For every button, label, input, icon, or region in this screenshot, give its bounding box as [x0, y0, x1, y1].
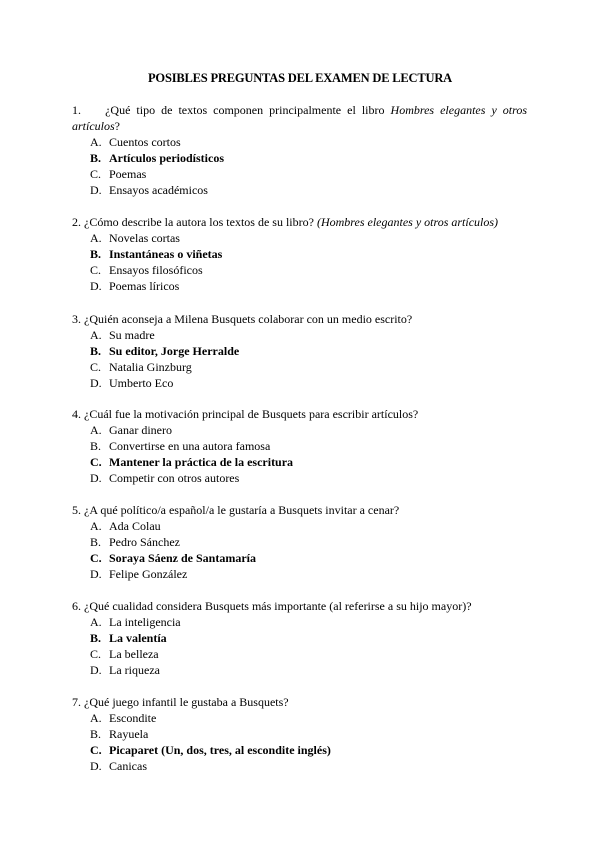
- option-d: D. La riqueza: [90, 663, 160, 677]
- option-b: B. Artículos periodísticos: [90, 151, 224, 165]
- question-body: ¿Quién aconseja a Milena Busquets colaborar con un medio escrito?: [84, 312, 413, 326]
- option-c: C. Mantener la práctica de la escritura: [90, 455, 294, 469]
- option-d: D. Ensayos académicos: [90, 183, 208, 197]
- option-d: D. Poemas líricos: [90, 279, 180, 293]
- question-number: 3.: [72, 312, 81, 326]
- option-d: D. Umberto Eco: [90, 376, 174, 390]
- question-number: 7.: [72, 695, 81, 709]
- options-list: [72, 614, 527, 678]
- option-b: B. La valentía: [90, 631, 167, 645]
- question-5: [72, 502, 527, 582]
- option-c: C. Picaparet (Un, dos, tres, al escondite inglés): [90, 743, 331, 757]
- question-text: [72, 406, 527, 422]
- options-list: [72, 422, 527, 486]
- option-c: C. La belleza: [90, 647, 159, 661]
- book-title: (Hombres elegantes y otros artículos): [316, 215, 499, 229]
- option-a: A. Su madre: [90, 328, 155, 342]
- question-text: [72, 311, 527, 327]
- option-c: C. Natalia Ginzburg: [90, 360, 192, 374]
- question-number: 2.: [72, 215, 81, 229]
- page-title: POSIBLES PREGUNTAS DEL EXAMEN DE LECTURA: [148, 71, 452, 85]
- option-c: C. Soraya Sáenz de Santamaría: [90, 551, 256, 565]
- option-a: A. Novelas cortas: [90, 231, 180, 245]
- question-number: 1.: [72, 103, 81, 117]
- question-body: ¿Cómo describe la autora los textos de su libro?: [84, 215, 314, 229]
- question-2: [72, 214, 527, 294]
- question-text: [72, 598, 527, 614]
- question-6: [72, 598, 527, 678]
- option-a: A. Cuentos cortos: [90, 135, 181, 149]
- question-text: [72, 102, 527, 134]
- question-3: [72, 311, 527, 391]
- option-d: D. Canicas: [90, 759, 147, 773]
- option-a: A. Ada Colau: [90, 519, 161, 533]
- question-body: ¿A qué político/a español/a le gustaría a Busquets invitar a cenar?: [84, 503, 400, 517]
- book-title: Hombres elegantes y otros artículos: [72, 103, 528, 133]
- option-c: C. Ensayos filosóficos: [90, 263, 203, 277]
- option-d: D. Felipe González: [90, 567, 188, 581]
- options-list: [72, 230, 527, 294]
- question-text: [72, 502, 527, 518]
- question-text: [72, 694, 527, 710]
- option-b: B. Rayuela: [90, 727, 149, 741]
- question-body: ¿Qué cualidad considera Busquets más importante (al referirse a su hijo mayor)?: [84, 599, 472, 613]
- question-body: ¿Qué tipo de textos componen principalmente el libro: [105, 103, 385, 117]
- question-body: ¿Qué juego infantil le gustaba a Busquets?: [84, 695, 289, 709]
- options-list: [72, 327, 527, 391]
- option-a: A. La inteligencia: [90, 615, 181, 629]
- options-list: [72, 134, 527, 198]
- option-a: A. Ganar dinero: [90, 423, 172, 437]
- option-b: B. Instantáneas o viñetas: [90, 247, 223, 261]
- question-number: 5.: [72, 503, 81, 517]
- options-list: [72, 518, 527, 582]
- question-body: ¿Cuál fue la motivación principal de Busquets para escribir artículos?: [84, 407, 419, 421]
- question-7: [72, 694, 527, 774]
- options-list: [72, 710, 527, 774]
- question-number: 4.: [72, 407, 81, 421]
- option-b: B. Convertirse en una autora famosa: [90, 439, 271, 453]
- option-d: D. Competir con otros autores: [90, 471, 240, 485]
- question-number: 6.: [72, 599, 81, 613]
- question-1: [72, 102, 527, 198]
- option-b: B. Su editor, Jorge Herralde: [90, 344, 240, 358]
- option-b: B. Pedro Sánchez: [90, 535, 180, 549]
- question-4: [72, 406, 527, 486]
- option-c: C. Poemas: [90, 167, 147, 181]
- question-text: [72, 214, 527, 230]
- question-end: ?: [114, 119, 120, 133]
- option-a: A. Escondite: [90, 711, 157, 725]
